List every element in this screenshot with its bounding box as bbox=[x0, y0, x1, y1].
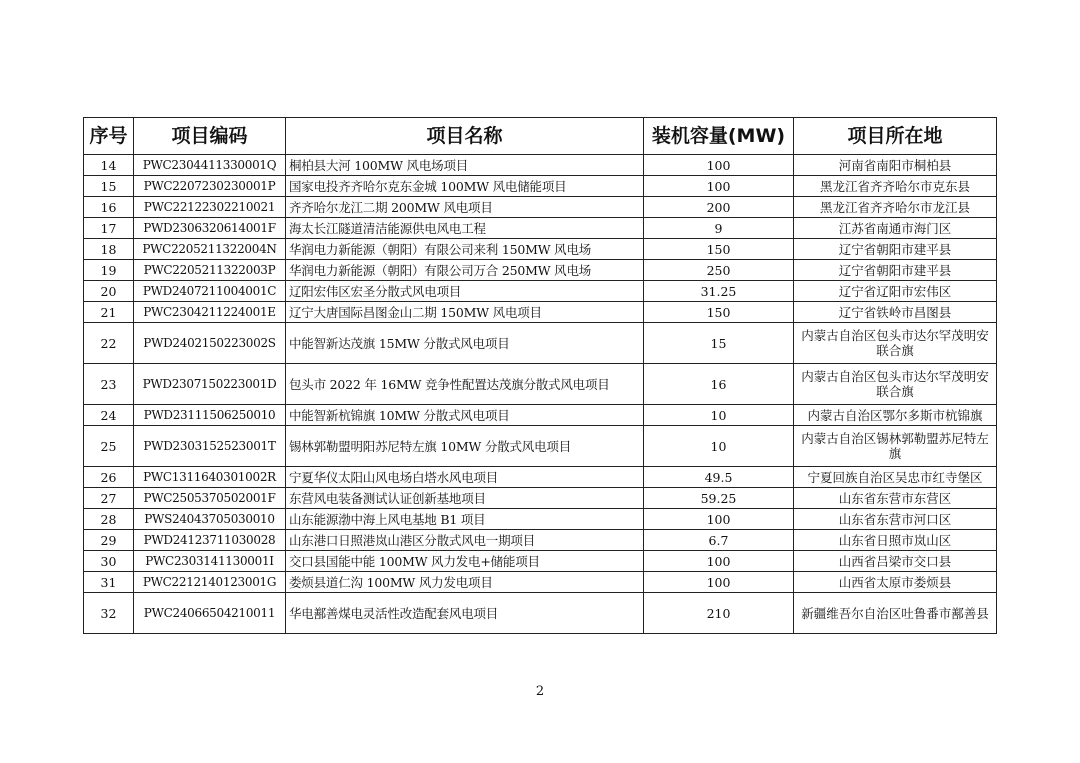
table-row bbox=[84, 302, 997, 323]
header-location: 项目所在地 bbox=[794, 118, 997, 155]
table-row bbox=[84, 281, 997, 302]
cell-capacity: 49.5 bbox=[644, 467, 794, 488]
cell-name: 齐齐哈尔龙江二期 200MW 风电项目 bbox=[286, 197, 644, 218]
cell-index: 28 bbox=[84, 509, 134, 530]
table-row bbox=[84, 218, 997, 239]
cell-index: 27 bbox=[84, 488, 134, 509]
cell-name: 国家电投齐齐哈尔克东金城 100MW 风电储能项目 bbox=[286, 176, 644, 197]
cell-location: 河南省南阳市桐柏县 bbox=[794, 155, 997, 176]
cell-location: 黑龙江省齐齐哈尔市龙江县 bbox=[794, 197, 997, 218]
cell-index: 19 bbox=[84, 260, 134, 281]
cell-code: PWC2304411330001Q bbox=[134, 155, 286, 176]
cell-capacity: 9 bbox=[644, 218, 794, 239]
cell-name: 交口县国能中能 100MW 风力发电+储能项目 bbox=[286, 551, 644, 572]
cell-name: 山东能源渤中海上风电基地 B1 项目 bbox=[286, 509, 644, 530]
cell-name: 中能智新杭锦旗 10MW 分散式风电项目 bbox=[286, 405, 644, 426]
cell-location: 辽宁省朝阳市建平县 bbox=[794, 260, 997, 281]
cell-name: 宁夏华仪太阳山风电场白塔水风电项目 bbox=[286, 467, 644, 488]
table-row bbox=[84, 509, 997, 530]
table-row bbox=[84, 530, 997, 551]
cell-name: 娄烦县道仁沟 100MW 风力发电项目 bbox=[286, 572, 644, 593]
cell-location: 辽宁省辽阳市宏伟区 bbox=[794, 281, 997, 302]
cell-index: 31 bbox=[84, 572, 134, 593]
cell-capacity: 16 bbox=[644, 364, 794, 405]
cell-location: 江苏省南通市海门区 bbox=[794, 218, 997, 239]
cell-capacity: 150 bbox=[644, 302, 794, 323]
cell-name: 包头市 2022 年 16MW 竞争性配置达茂旗分散式风电项目 bbox=[286, 364, 644, 405]
header-capacity: 装机容量(MW) bbox=[644, 118, 794, 155]
cell-name: 华电鄯善煤电灵活性改造配套风电项目 bbox=[286, 593, 644, 634]
cell-index: 25 bbox=[84, 426, 134, 467]
cell-capacity: 100 bbox=[644, 155, 794, 176]
table-row bbox=[84, 551, 997, 572]
cell-code: PWD23111506250010 bbox=[134, 405, 286, 426]
cell-capacity: 100 bbox=[644, 551, 794, 572]
cell-location: 内蒙古自治区鄂尔多斯市杭锦旗 bbox=[794, 405, 997, 426]
cell-capacity: 10 bbox=[644, 405, 794, 426]
cell-index: 24 bbox=[84, 405, 134, 426]
cell-capacity: 31.25 bbox=[644, 281, 794, 302]
cell-capacity: 6.7 bbox=[644, 530, 794, 551]
cell-code: PWS24043705030010 bbox=[134, 509, 286, 530]
table-row bbox=[84, 572, 997, 593]
cell-name: 中能智新达茂旗 15MW 分散式风电项目 bbox=[286, 323, 644, 364]
table-row bbox=[84, 323, 997, 364]
table-row bbox=[84, 364, 997, 405]
cell-location: 山东省日照市岚山区 bbox=[794, 530, 997, 551]
cell-code: PWD2307150223001D bbox=[134, 364, 286, 405]
cell-location: 黑龙江省齐齐哈尔市克东县 bbox=[794, 176, 997, 197]
cell-code: PWD2407211004001C bbox=[134, 281, 286, 302]
cell-capacity: 59.25 bbox=[644, 488, 794, 509]
cell-name: 辽宁大唐国际昌图金山二期 150MW 风电项目 bbox=[286, 302, 644, 323]
cell-location: 山西省吕梁市交口县 bbox=[794, 551, 997, 572]
cell-name: 桐柏县大河 100MW 风电场项目 bbox=[286, 155, 644, 176]
cell-location: 山东省东营市河口区 bbox=[794, 509, 997, 530]
cell-capacity: 200 bbox=[644, 197, 794, 218]
cell-code: PWD2306320614001F bbox=[134, 218, 286, 239]
table-row bbox=[84, 176, 997, 197]
cell-code: PWD24123711030028 bbox=[134, 530, 286, 551]
table-row bbox=[84, 426, 997, 467]
table-header-row bbox=[84, 118, 997, 155]
cell-capacity: 100 bbox=[644, 509, 794, 530]
table-row bbox=[84, 488, 997, 509]
table-row bbox=[84, 405, 997, 426]
cell-capacity: 210 bbox=[644, 593, 794, 634]
cell-location: 内蒙古自治区锡林郭勒盟苏尼特左旗 bbox=[794, 426, 997, 467]
table-row bbox=[84, 197, 997, 218]
cell-name: 锡林郭勒盟明阳苏尼特左旗 10MW 分散式风电项目 bbox=[286, 426, 644, 467]
cell-code: PWC2304211224001E bbox=[134, 302, 286, 323]
cell-code: PWC24066504210011 bbox=[134, 593, 286, 634]
cell-name: 东营风电装备测试认证创新基地项目 bbox=[286, 488, 644, 509]
page-number: 2 bbox=[535, 684, 545, 699]
cell-name: 海太长江隧道清洁能源供电风电工程 bbox=[286, 218, 644, 239]
cell-code: PWD2303152523001T bbox=[134, 426, 286, 467]
cell-index: 15 bbox=[84, 176, 134, 197]
cell-code: PWD2402150223002S bbox=[134, 323, 286, 364]
cell-code: PWC2212140123001G bbox=[134, 572, 286, 593]
cell-location: 辽宁省铁岭市昌图县 bbox=[794, 302, 997, 323]
header-name: 项目名称 bbox=[286, 118, 644, 155]
cell-location: 山西省太原市娄烦县 bbox=[794, 572, 997, 593]
cell-index: 30 bbox=[84, 551, 134, 572]
project-table bbox=[83, 117, 997, 634]
cell-capacity: 100 bbox=[644, 572, 794, 593]
cell-location: 宁夏回族自治区吴忠市红寺堡区 bbox=[794, 467, 997, 488]
cell-name: 山东港口日照港岚山港区分散式风电一期项目 bbox=[286, 530, 644, 551]
cell-code: PWC2303141130001I bbox=[134, 551, 286, 572]
cell-code: PWC22122302210021 bbox=[134, 197, 286, 218]
cell-index: 22 bbox=[84, 323, 134, 364]
cell-code: PWC2205211322004N bbox=[134, 239, 286, 260]
cell-name: 华润电力新能源（朝阳）有限公司来利 150MW 风电场 bbox=[286, 239, 644, 260]
cell-location: 内蒙古自治区包头市达尔罕茂明安联合旗 bbox=[794, 323, 997, 364]
cell-capacity: 150 bbox=[644, 239, 794, 260]
cell-index: 18 bbox=[84, 239, 134, 260]
cell-location: 新疆维吾尔自治区吐鲁番市鄯善县 bbox=[794, 593, 997, 634]
cell-capacity: 250 bbox=[644, 260, 794, 281]
cell-index: 26 bbox=[84, 467, 134, 488]
cell-capacity: 15 bbox=[644, 323, 794, 364]
cell-capacity: 10 bbox=[644, 426, 794, 467]
table-row bbox=[84, 260, 997, 281]
cell-index: 29 bbox=[84, 530, 134, 551]
table-row bbox=[84, 155, 997, 176]
cell-name: 辽阳宏伟区宏圣分散式风电项目 bbox=[286, 281, 644, 302]
cell-index: 20 bbox=[84, 281, 134, 302]
cell-location: 辽宁省朝阳市建平县 bbox=[794, 239, 997, 260]
table-row bbox=[84, 467, 997, 488]
table-row bbox=[84, 593, 997, 634]
header-index: 序号 bbox=[84, 118, 134, 155]
table-body bbox=[84, 155, 997, 634]
cell-index: 32 bbox=[84, 593, 134, 634]
cell-index: 23 bbox=[84, 364, 134, 405]
cell-code: PWC1311640301002R bbox=[134, 467, 286, 488]
cell-capacity: 100 bbox=[644, 176, 794, 197]
header-code: 项目编码 bbox=[134, 118, 286, 155]
cell-index: 21 bbox=[84, 302, 134, 323]
cell-code: PWC2207230230001P bbox=[134, 176, 286, 197]
cell-name: 华润电力新能源（朝阳）有限公司万合 250MW 风电场 bbox=[286, 260, 644, 281]
cell-code: PWC2205211322003P bbox=[134, 260, 286, 281]
cell-location: 内蒙古自治区包头市达尔罕茂明安联合旗 bbox=[794, 364, 997, 405]
cell-index: 16 bbox=[84, 197, 134, 218]
cell-code: PWC2505370502001F bbox=[134, 488, 286, 509]
cell-index: 17 bbox=[84, 218, 134, 239]
cell-index: 14 bbox=[84, 155, 134, 176]
cell-location: 山东省东营市东营区 bbox=[794, 488, 997, 509]
table-row bbox=[84, 239, 997, 260]
